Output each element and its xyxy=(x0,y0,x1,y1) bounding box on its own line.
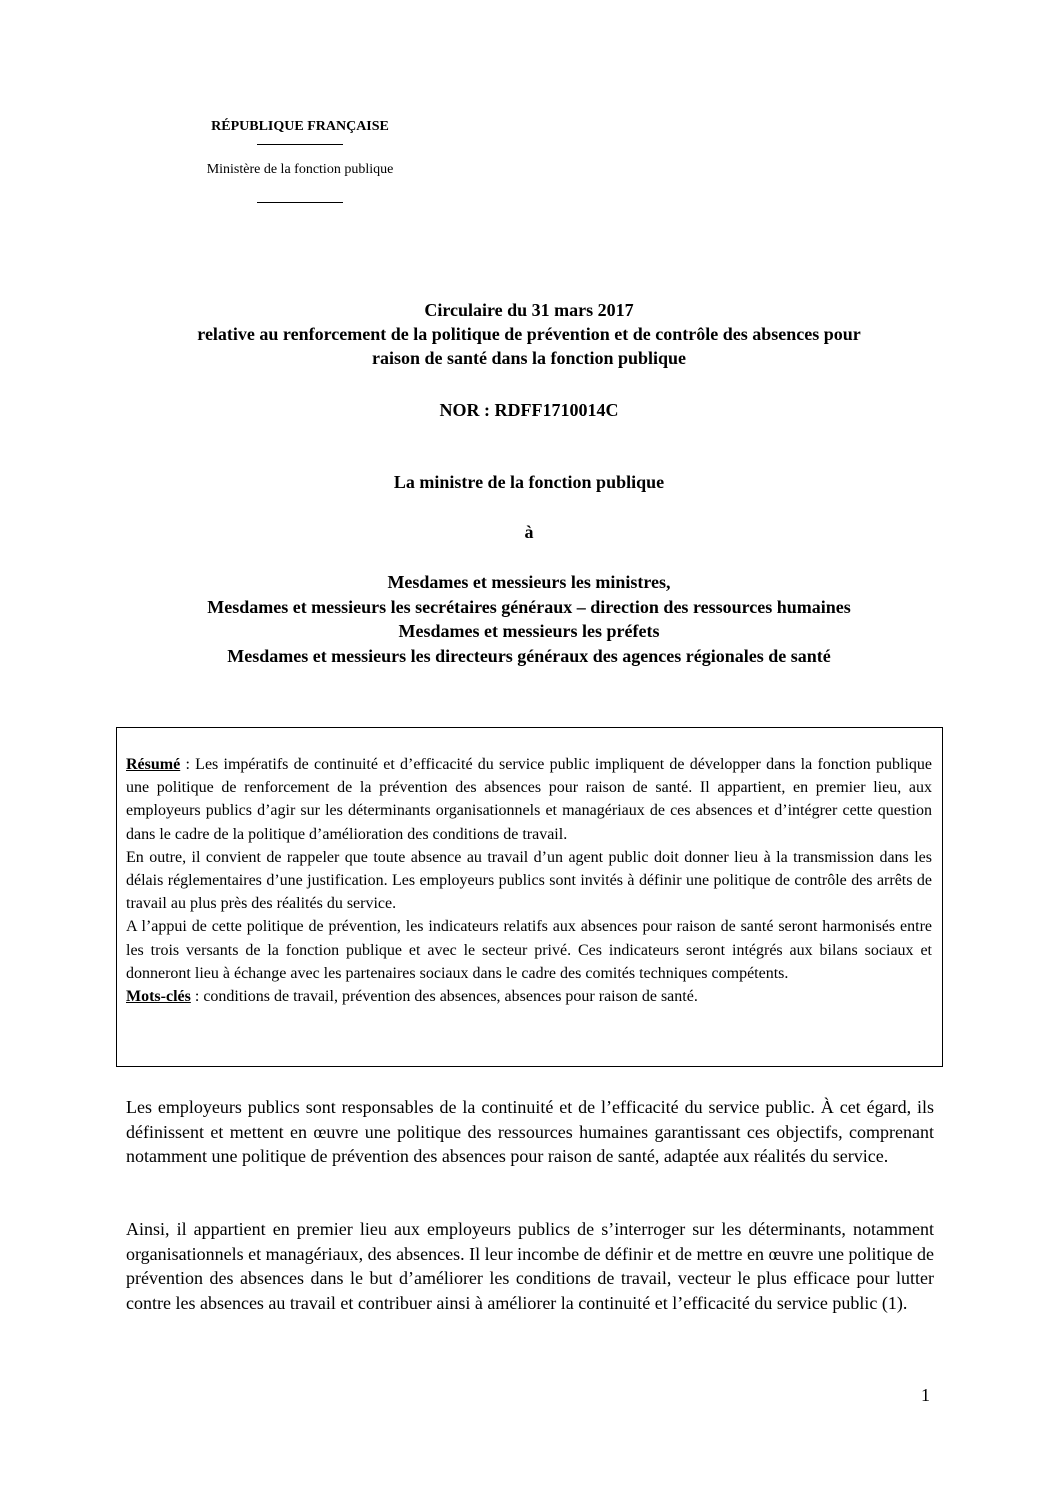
keywords-line xyxy=(126,985,932,1008)
title-line: raison de santé dans la fonction publique xyxy=(371,348,687,368)
to-word: à xyxy=(524,522,534,542)
recipients-list xyxy=(120,570,938,668)
letterhead xyxy=(150,116,450,203)
title-line: relative au renforcement de la politique de prévention et de contrôle des absences pour xyxy=(197,324,861,344)
title-line: Circulaire du 31 mars 2017 xyxy=(424,300,634,320)
recipient-line: Mesdames et messieurs les secrétaires généraux – direction des ressources humaines xyxy=(207,596,851,617)
summary-box xyxy=(116,727,943,1067)
paragraph-text: Les employeurs publics sont responsables de la continuité et de l’efficacité du service public. À cet égard, ils définissent et mettent en œuvre une politique des ressources humaines garantissant ces objectifs, comprenant notamment une politique de prévention des absences pour raison de santé, adaptée aux réalités du service. xyxy=(126,1097,934,1167)
summary-content xyxy=(126,753,932,1008)
recipient-line: Mesdames et messieurs les ministres, xyxy=(387,572,671,592)
nor-reference: NOR : RDFF1710014C xyxy=(439,400,619,420)
ministry-name: Ministère de la fonction publique xyxy=(206,162,394,177)
summary-paragraph: A l’appui de cette politique de prévention, les indicateurs relatifs aux absences pour raison de santé seront harmonisés entre les trois versants de la fonction publique et avec le secteur privé. Ces indicateurs seront intégrés aux bilans sociaux et donneront lieu à échange avec les partenaires sociaux dans le cadre des comités techniques compétents. xyxy=(126,918,932,982)
document-title xyxy=(120,298,938,370)
body-paragraph-1 xyxy=(126,1095,934,1169)
keywords-label: Mots-clés xyxy=(126,988,191,1006)
resume-text: Les impératifs de continuité et d’efficacité du service public impliquent de développer dans la fonction publique une politique de renforcement de la prévention des absences pour raison de santé. Il appartient, en premier lieu, aux employeurs publics d’agir sur les déterminants organisationnels et managériaux de ces absences et d’intégrer cette question dans le cadre de la politique d’amélioration des conditions de travail. xyxy=(126,756,932,843)
letterhead-divider xyxy=(257,202,343,203)
letterhead-divider xyxy=(257,144,343,145)
resume-label: Résumé xyxy=(126,756,181,773)
country-heading: RÉPUBLIQUE FRANÇAISE xyxy=(211,119,389,134)
paragraph-text: Ainsi, il appartient en premier lieu aux employeurs publics de s’interroger sur les déterminants, notamment organisationnels et managériaux, des absences. Il leur incombe de définir et de mettre en œuvre une politique de prévention des absences dans le but d’améliorer les conditions de travail, vecteur le plus efficace pour lutter contre les absences au travail et contribuer ainsi à améliorer la continuité et l’efficacité du service public (1). xyxy=(126,1219,934,1313)
resume-separator: : xyxy=(180,756,196,773)
keywords-text: conditions de travail, prévention des absences, absences pour raison de santé. xyxy=(203,988,698,1006)
summary-paragraph xyxy=(126,753,932,846)
body-paragraph-2 xyxy=(126,1217,934,1315)
summary-paragraph: En outre, il convient de rappeler que toute absence au travail d’un agent public doit donner lieu à la transmission dans les délais réglementaires d’une justification. Les employeurs publics sont invités à définir une politique de contrôle des arrêts de travail au plus près des réalités du service. xyxy=(126,848,932,913)
page-number: 1 xyxy=(921,1385,930,1405)
keywords-separator: : xyxy=(190,988,204,1006)
recipient-line: Mesdames et messieurs les directeurs généraux des agences régionales de santé xyxy=(227,645,831,666)
sender: La ministre de la fonction publique xyxy=(393,472,665,492)
recipient-line: Mesdames et messieurs les préfets xyxy=(398,621,660,641)
